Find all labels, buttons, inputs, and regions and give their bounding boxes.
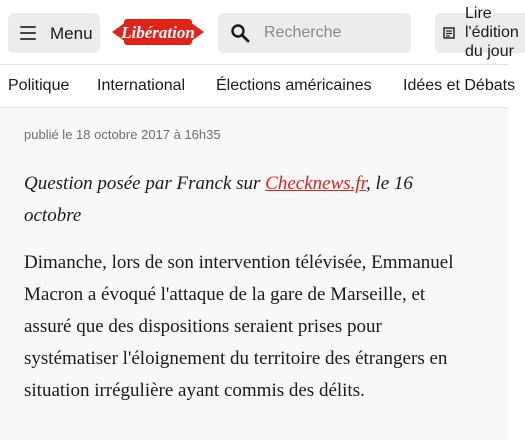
liberation-logo[interactable] (112, 15, 204, 49)
article-content (0, 108, 508, 440)
nav-item-idees-et-debats[interactable]: Idées et Débats (403, 77, 516, 94)
checknews-link[interactable]: Checknews.fr (265, 173, 366, 194)
search-icon[interactable] (230, 23, 250, 43)
nav-item-politique[interactable]: Politique (8, 77, 70, 94)
hamburger-icon (20, 26, 36, 40)
section-nav (0, 64, 516, 108)
nav-item-international[interactable]: International (97, 77, 186, 94)
menu-button[interactable] (8, 13, 100, 53)
logo-text: Libération (121, 23, 195, 42)
search-input[interactable] (262, 19, 406, 47)
lede-suffix: , le 16 octobre (24, 173, 413, 226)
nav-item-elections-americaines[interactable]: Élections américaines (216, 77, 372, 94)
article-lede (24, 168, 464, 232)
read-edition-button[interactable] (435, 5, 525, 60)
lede-prefix: Question posée par Franck sur (24, 173, 266, 194)
read-edition-label: Lire l'édition du jour (465, 5, 519, 60)
menu-label: Menu (50, 24, 93, 43)
article-paragraph: Dimanche, lors de son intervention télévisée, Emmanuel Macron a évoqué l'attaque de la gare de Marseille, et assuré que des dispositions seraient prises pour systématiser l'éloignement du territoire des étrangers en situation irrégulière ayant commis des délits. (24, 252, 454, 401)
search-box[interactable] (218, 13, 411, 53)
site-header (0, 0, 519, 64)
newspaper-icon (443, 27, 455, 39)
publication-date: publié le 18 octobre 2017 à 16h35 (24, 127, 221, 142)
